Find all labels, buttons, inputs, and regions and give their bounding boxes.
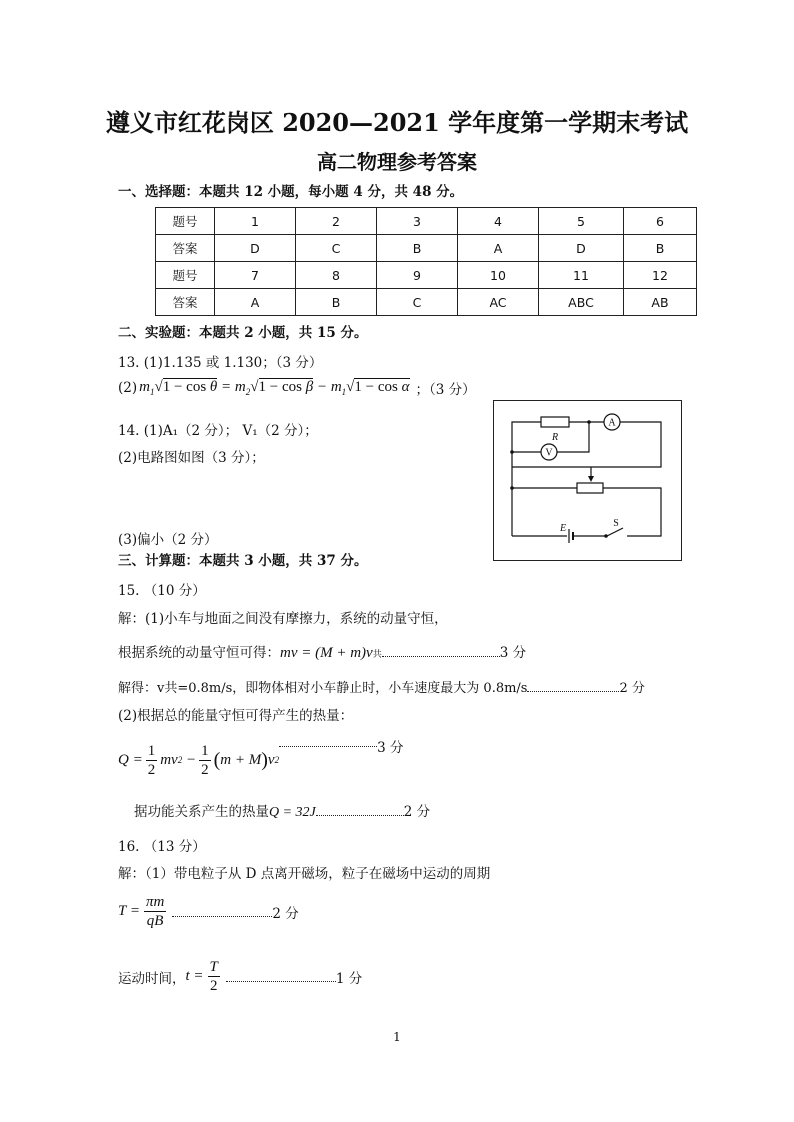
resistor-label: R (551, 432, 559, 443)
q13-equation: $m_1√1 - \cos \theta = m_2√1 - \cos \beta - m_1√1 - \cos \alpha$ (139, 379, 410, 397)
table-cell: B (624, 235, 697, 262)
q15-energy-equation-row (118, 736, 403, 784)
q14-part3: (3)偏小（2 分） (118, 532, 218, 548)
q15-line3-text: 解得：v共=0.8m/s，即物体相对小车静止时，小车速度最大为 0.8m/s (118, 681, 528, 696)
q16-t-score: 2 分 (272, 905, 299, 922)
switch-contact (604, 534, 608, 538)
table-cell: D (539, 235, 624, 262)
q13-part2-score: ；（3 分） (415, 382, 476, 398)
table-row (156, 262, 697, 289)
table-cell: 答案 (156, 235, 215, 262)
ammeter-label: A (608, 417, 616, 429)
q14-part1: 14. (1)A₁（2 分）； V₁（2 分）； (118, 423, 318, 439)
q13-part2-label: (2) (118, 380, 138, 396)
leader-dots (279, 736, 377, 747)
q15-header: 15. （10 分） (118, 583, 206, 599)
resistor-r (541, 417, 569, 427)
q13-part1: 13. (1)1.135 或 1.130；（3 分） (118, 355, 323, 371)
q15-momentum-equation: mv = (M + m)v (280, 645, 373, 661)
q15-line3-score: 2 分 (619, 681, 645, 696)
page-number: 1 (393, 1030, 401, 1044)
table-cell: C (377, 289, 458, 316)
q14-part2: (2)电路图如图（3 分）； (118, 450, 265, 466)
table-cell: 7 (215, 262, 296, 289)
battery-label: E (559, 523, 567, 534)
table-cell: D (215, 235, 296, 262)
document-title: 遵义市红花岗区 2020—2021 学年度第一学期末考试 (105, 108, 689, 137)
q16-period-equation: T = $\frac{\pi m}{qB}$ (118, 894, 165, 929)
q15-line5-score: 2 分 (403, 804, 431, 820)
table-cell: 题号 (156, 208, 215, 235)
wire (512, 422, 661, 467)
table-cell: 12 (624, 262, 697, 289)
switch-label: S (613, 518, 619, 529)
answer-table (155, 207, 697, 316)
junction-dot (587, 420, 591, 424)
leader-dots (527, 681, 619, 692)
q16-t2-score: 1 分 (335, 970, 363, 987)
table-cell: 10 (458, 262, 539, 289)
table-cell: 1 (215, 208, 296, 235)
wire (603, 488, 661, 536)
table-cell: A (215, 289, 296, 316)
q15-line2-text: 根据系统的动量守恒可得： (118, 645, 280, 661)
table-cell: A (458, 235, 539, 262)
table-cell: 题号 (156, 262, 215, 289)
section-2-heading: 二、实验题：本题共 2 小题，共 15 分。 (118, 325, 368, 341)
q15-line1: 解：(1)小车与地面之间没有摩擦力，系统的动量守恒， (118, 611, 448, 627)
wire (512, 422, 541, 452)
q13-part2 (118, 378, 476, 398)
q15-line5 (134, 800, 430, 821)
q15-line5-text: 据功能关系产生的热量 (134, 804, 269, 820)
table-row (156, 289, 697, 316)
table-row (156, 208, 697, 235)
q16-time-equation: t = $\frac{T}{2}$ (185, 959, 218, 994)
leader-dots (226, 971, 336, 982)
q15-line4: (2)根据总的能量守恒可得产生的热量： (118, 708, 354, 724)
table-cell: 2 (296, 208, 377, 235)
q15-heat-value: Q = 32J (269, 805, 316, 820)
q16-line1: 解：（1）带电粒子从 D 点离开磁场，粒子在磁场中运动的周期 (118, 866, 491, 882)
table-cell: 5 (539, 208, 624, 235)
section-1-heading: 一、选择题：本题共 12 小题，每小题 4 分，共 48 分。 (118, 184, 464, 200)
table-cell: 9 (377, 262, 458, 289)
q15-subscript: 共 (372, 650, 382, 660)
leader-dots (382, 646, 500, 657)
table-cell: C (296, 235, 377, 262)
q16-time-row (118, 958, 362, 995)
leader-dots (172, 906, 272, 917)
table-cell: 11 (539, 262, 624, 289)
slider-arrow (588, 476, 594, 482)
q15-line3 (118, 677, 645, 696)
q16-period-row (118, 893, 299, 930)
junction-dot (510, 486, 514, 490)
voltmeter-label: V (545, 447, 553, 459)
q15-energy-equation: Q = $\frac{1}{2}$ mv 2 − $\frac{1}{2}$ ( m + M ) v 2 (118, 742, 280, 778)
leader-dots (316, 805, 404, 816)
section-3-heading: 三、计算题：本题共 3 小题，共 37 分。 (118, 553, 368, 569)
table-cell: AB (624, 289, 697, 316)
table-cell: B (377, 235, 458, 262)
table-cell: B (296, 289, 377, 316)
table-cell: ABC (539, 289, 624, 316)
table-row (156, 235, 697, 262)
switch-blade (607, 528, 623, 536)
table-cell: 3 (377, 208, 458, 235)
table-cell: AC (458, 289, 539, 316)
document-subtitle: 高二物理参考答案 (317, 150, 477, 174)
q15-line2-score: 3 分 (499, 645, 527, 661)
junction-dot (510, 450, 514, 454)
table-cell: 答案 (156, 289, 215, 316)
q15-eq-score: 3 分 (377, 740, 404, 756)
q16-line2-text: 运动时间， (118, 970, 186, 987)
table-cell: 4 (458, 208, 539, 235)
rheostat (577, 483, 603, 493)
q15-line2 (118, 641, 526, 662)
circuit-diagram (493, 400, 683, 562)
q16-header: 16. （13 分） (118, 839, 206, 855)
table-cell: 8 (296, 262, 377, 289)
table-cell: 6 (624, 208, 697, 235)
